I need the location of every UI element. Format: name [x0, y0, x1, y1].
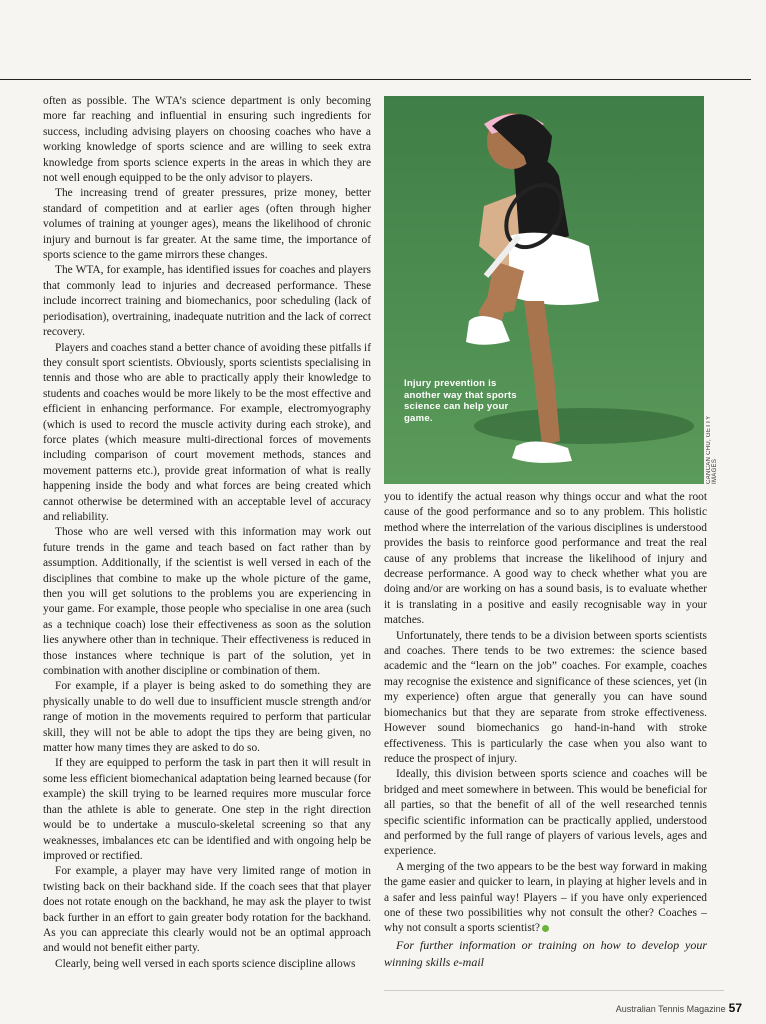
page-number: 57: [728, 1001, 742, 1015]
right-column: [384, 490, 707, 971]
tennis-player-illustration: [384, 96, 704, 484]
left-column: [43, 94, 371, 972]
photo-credit: CANCAN CHU, GETTY IMAGES: [706, 415, 718, 484]
tennis-player-photo: [384, 96, 704, 484]
paragraph: Clearly, being well versed in each sports science discipline allows: [55, 957, 356, 970]
paragraph-text: A merging of the two appears to be the best way forward in making the game easier and quicker to learn, in playing at higher levels and in a safer and less painful way! Players – if you have only experienced one of these two possibilities why not consult the other? Coaches – why not consult a sports scientist?: [384, 860, 707, 935]
photo-caption: Injury prevention is another way that sports science can help your game.: [404, 378, 517, 424]
paragraph: For example, a player may have very limited range of motion in twisting back on their backhand side. If the coach sees that that player does not rotate enough on the backhand, he may ask the player to twist back further in an effort to gain greater body rotation for the backhand. As you can appreciate this clearly would not be an optimal approach and would not benefit either party.: [43, 865, 371, 955]
paragraph: you to identify the actual reason why things occur and what the root cause of the good performance and so to any problem. This holistic method where the interrelation of the various disciplines is understood provides the basis to reinforce good performance and treat the real cause of any problems that increase the likelihood of injury and decrease performance. A good way to check whether what you are doing and/or are working on has a sound basis, is to evaluate whether it is translating in a positive and easily recognisable way in your matches.: [384, 491, 707, 627]
paragraph: often as possible. The WTA’s science department is only becoming more far reaching and influential in ensuring such ingredients for success, including advising players on choosing coaches who have a working knowledge of sports science and are willing to seek extra knowledge from sports science experts in the areas in which they are not well enough equipped to be the only advisor to players.: [43, 95, 371, 185]
paragraph: Players and coaches stand a better chance of avoiding these pitfalls if they consult sport scientists. Obviously, sports scientists specialising in tennis and those who are able to practically apply their knowledge to students and coaches would be more likely to be the most effective and efficient in enhancing performance. For example, electromyography (which is used to record the muscle activity during each stroke), and force plates (which measure multi-directional forces of movements including comparison of court movement methods, stances and movement patterns etc.), provide great information of what is really happening inside the body and what forces are being created which cannot otherwise be determined with an acceptable level of accuracy and reliability.: [43, 341, 371, 523]
signature-line: [384, 990, 724, 991]
info-text: For further information or training on how to develop your winning skills e-mail: [384, 937, 707, 969]
paragraph: The WTA, for example, has identified issues for coaches and players that commonly lead to injuries and decreased performance. These include incorrect training and biomechanics, poor scheduling (lack of periodisation), overtraining, inadequate nutrition and the lack of correct recovery.: [43, 264, 371, 339]
page-footer: [616, 1001, 742, 1015]
paragraph: Ideally, this division between sports science and coaches will be bridged and meet somewhere in between. This would be beneficial for all parties, so that the benefit of all of the well researched tennis specific scientific information can be practically applied, understood and performed by the full range of players of various levels, ages and experience.: [384, 768, 707, 858]
paragraph: The increasing trend of greater pressures, prize money, better standard of competition and at earlier ages (often through higher volumes of training at younger ages), means the likelihood of chronic injury and burnout is far greater. At the same time, the importance of sports science to the game mirrors these changes.: [43, 187, 371, 262]
magazine-name: Australian Tennis Magazine: [615, 1004, 726, 1014]
paragraph: Unfortunately, there tends to be a division between sports scientists and coaches. There tends to be two extremes: the science based academic and the “learn on the job” coaches. For example, coaches may recognise the existence and significance of these sciences, yet (in my experience) often argue that generally you can have sound biomechanics but that they are separate from stroke effectiveness. However sound biomechanics go hand-in-hand with stroke effectiveness. This is particularly the case when you also want to reduce the prospect of injury.: [384, 629, 707, 765]
paragraph: For example, if a player is being asked to do something they are physically unable to do well due to insufficient muscle strength and/or range of motion in the movements required to perform that particular skill, they will not be able to adopt the tips they are being given, no matter how many times they are asked to do so.: [43, 680, 371, 755]
top-rule: [0, 79, 751, 80]
end-of-article-icon: [542, 925, 549, 932]
paragraph: Those who are well versed with this information may work out future trends in the game and teach based on fact rather than by assumption. Additionally, if the scientist is well versed in each of the disciplines that combine to make up the whole picture of the game, then you will get solutions to the problems you are experiencing in your game. For example, those people who specialise in one area (such as a technique coach) lose their effectiveness as soon as the solution lies anywhere other than in technique. Their effectiveness is reduced in those instances where technique is part of the solution, yet in combination with another discipline or combination of them.: [43, 526, 371, 678]
paragraph: If they are equipped to perform the task in part then it will result in some less efficient biomechanical adaptation being learned because (for example) the skill trying to be learned requires more muscular force than the athlete is able to generate. One step in the right direction would be to undertake a musculo-skeletal screening so that any weaknesses, imbalances etc can be identified and with ongoing help be improved or rectified.: [43, 757, 371, 862]
paragraph-final: [384, 860, 707, 937]
